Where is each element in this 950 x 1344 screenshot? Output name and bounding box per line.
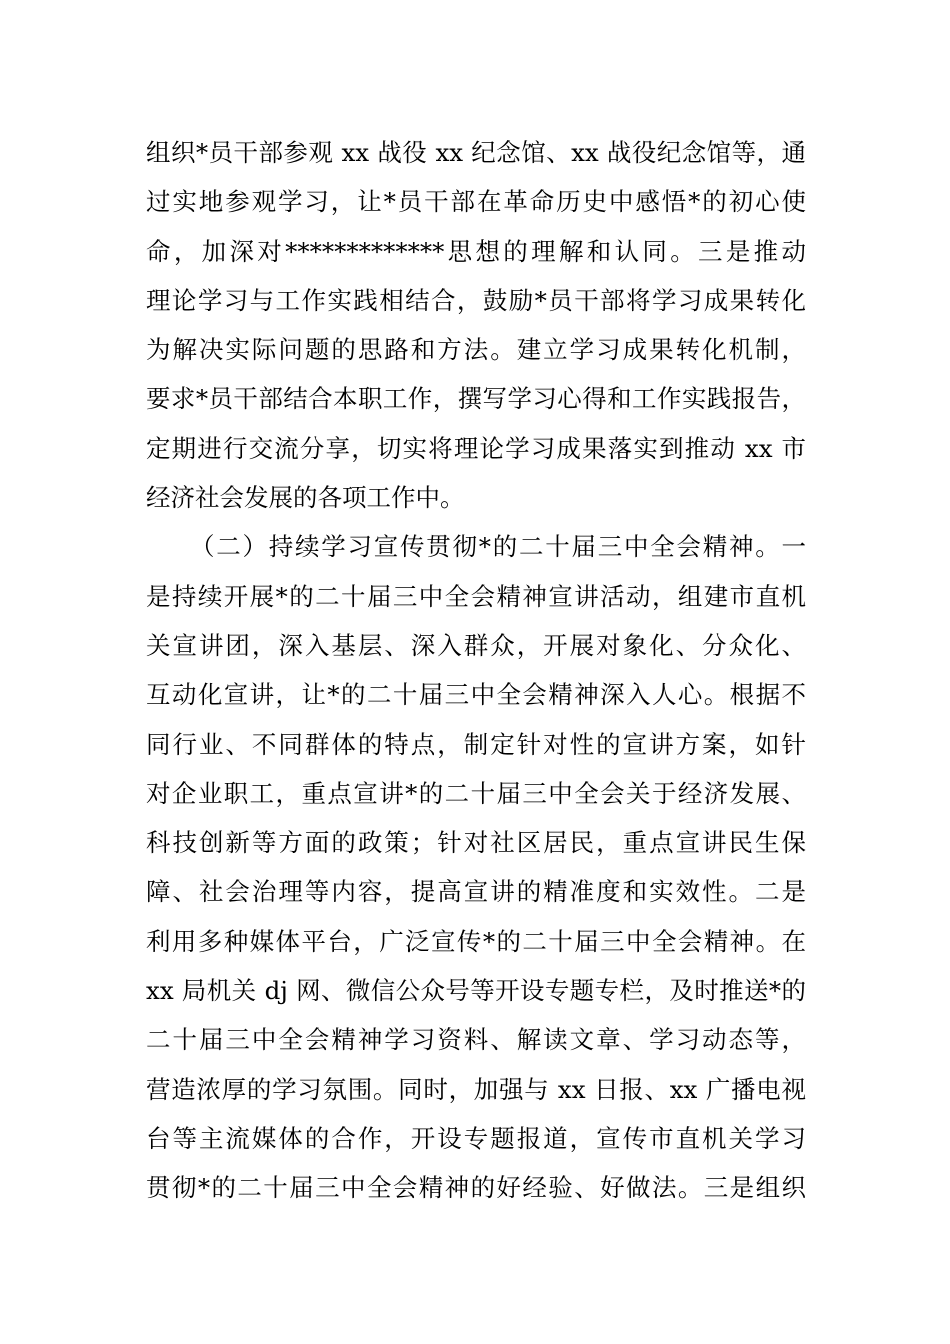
text-line: 命，加深对*************思想的理解和认同。三是推动 bbox=[146, 236, 806, 266]
text-line: 营造浓厚的学习氛围。同时，加强与 xx 日报、xx 广播电视 bbox=[146, 1074, 806, 1104]
text-line: 经济社会发展的各项工作中。 bbox=[146, 483, 465, 513]
text-line: 过实地参观学习，让*员干部在革命历史中感悟*的初心使 bbox=[146, 187, 806, 217]
text-line: 组织*员干部参观 xx 战役 xx 纪念馆、xx 战役纪念馆等，通 bbox=[146, 138, 806, 167]
text-line: 贯彻*的二十届三中全会精神的好经验、好做法。三是组织 bbox=[146, 1173, 806, 1203]
text-line: 定期进行交流分享，切实将理论学习成果落实到推动 xx 市 bbox=[146, 433, 806, 463]
text-line: 理论学习与工作实践相结合，鼓励*员干部将学习成果转化 bbox=[146, 285, 806, 315]
text-line: 科技创新等方面的政策；针对社区居民，重点宣讲民生保 bbox=[146, 828, 806, 858]
text-line: 同行业、不同群体的特点，制定针对性的宣讲方案，如针 bbox=[146, 729, 806, 759]
text-line: xx 局机关 dj 网、微信公众号等开设专题专栏，及时推送*的 bbox=[146, 976, 806, 1006]
text-line: 是持续开展*的二十届三中全会精神宣讲活动，组建市直机 bbox=[146, 581, 806, 611]
text-line: 对企业职工，重点宣讲*的二十届三中全会关于经济发展、 bbox=[146, 778, 806, 808]
text-line: （二）持续学习宣传贯彻*的二十届三中全会精神。一 bbox=[190, 532, 806, 562]
document-body bbox=[146, 128, 806, 1213]
text-line: 障、社会治理等内容，提高宣讲的精准度和实效性。二是 bbox=[146, 877, 806, 907]
text-line: 为解决实际问题的思路和方法。建立学习成果转化机制， bbox=[146, 335, 806, 365]
text-line: 利用多种媒体平台，广泛宣传*的二十届三中全会精神。在 bbox=[146, 926, 806, 956]
text-line: 互动化宣讲，让*的二十届三中全会精神深入人心。根据不 bbox=[146, 680, 806, 710]
text-line: 台等主流媒体的合作，开设专题报道，宣传市直机关学习 bbox=[146, 1123, 806, 1153]
text-line: 二十届三中全会精神学习资料、解读文章、学习动态等， bbox=[146, 1025, 806, 1055]
text-line: 关宣讲团，深入基层、深入群众，开展对象化、分众化、 bbox=[146, 630, 806, 660]
text-line: 要求*员干部结合本职工作，撰写学习心得和工作实践报告， bbox=[146, 384, 806, 414]
